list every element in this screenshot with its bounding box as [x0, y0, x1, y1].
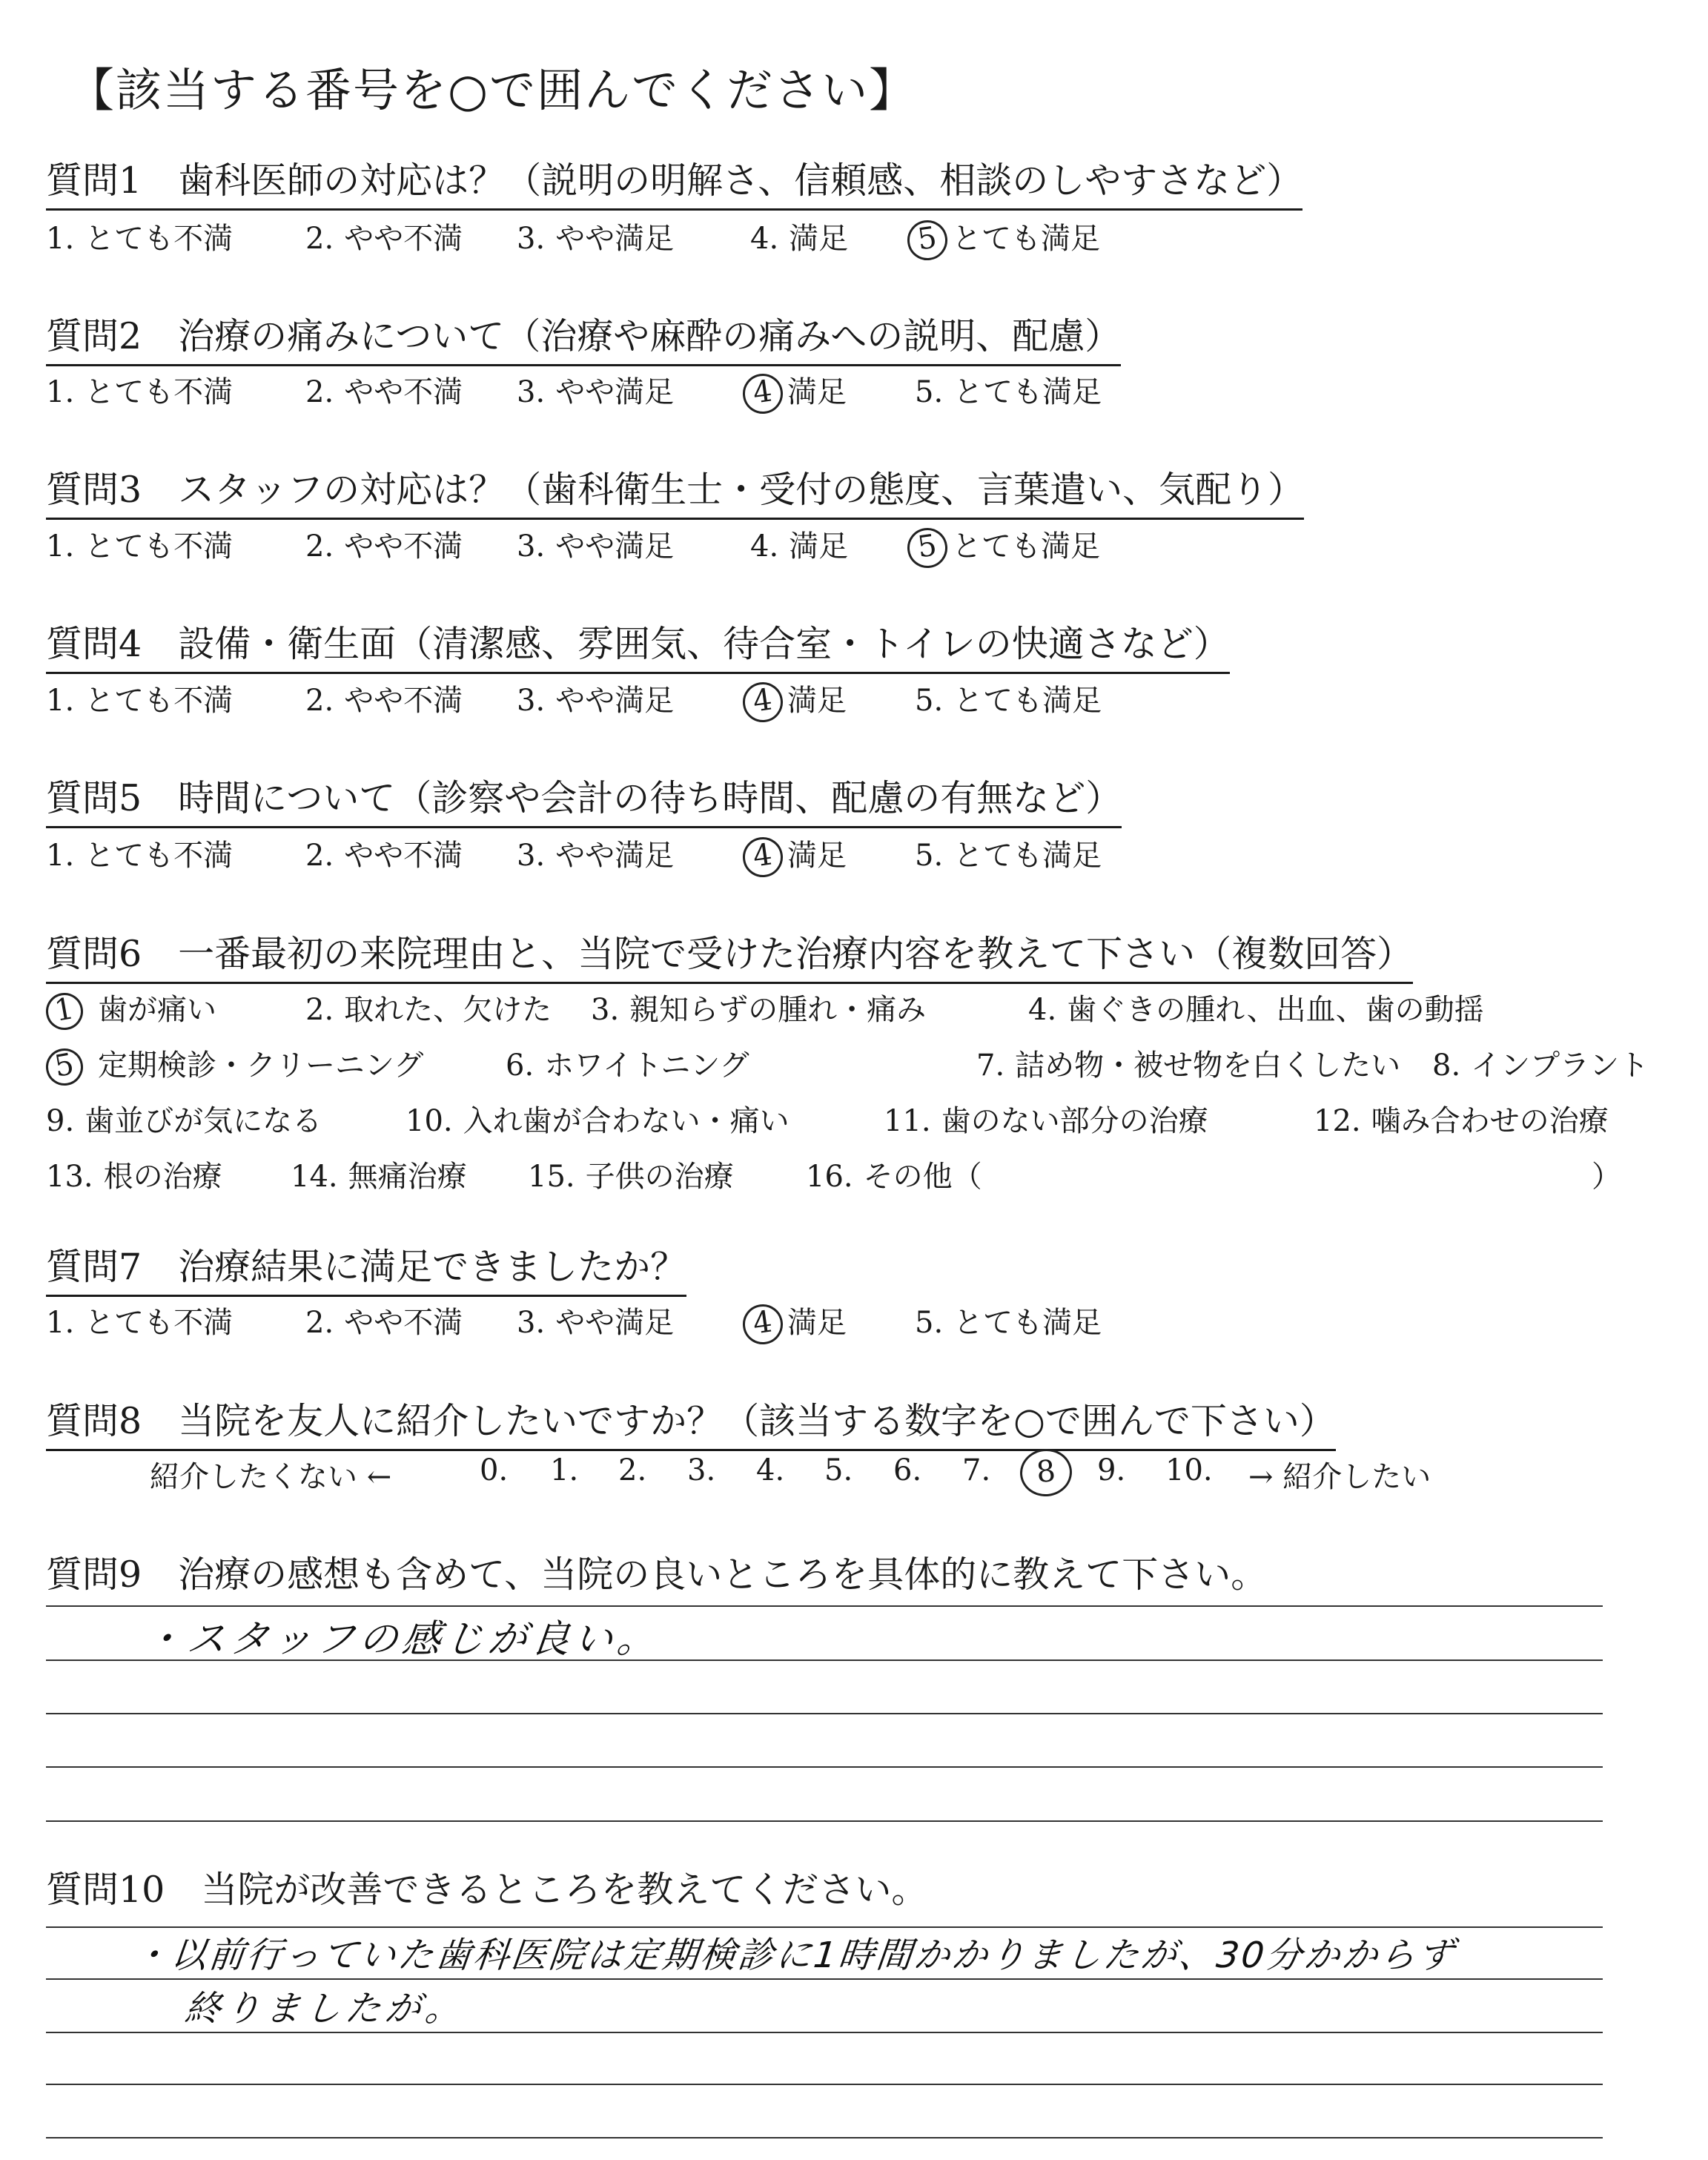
question-1-options	[46, 215, 1232, 257]
answer-line	[46, 2137, 1603, 2138]
rating-option-3[interactable]	[517, 677, 674, 719]
rating-option-4[interactable]	[750, 215, 848, 257]
rating-number: 3.	[517, 1306, 546, 1340]
rating-number: 1.	[46, 529, 75, 564]
q6-option-number: 6.	[506, 1048, 534, 1083]
rating-label: とても不満	[85, 1306, 234, 1340]
rating-label: やや不満	[344, 684, 463, 718]
q6-option-number: 3.	[591, 993, 620, 1027]
q6-option-number: 10.	[406, 1104, 453, 1138]
rating-label: やや満足	[555, 839, 675, 873]
q6-option-16[interactable]	[806, 1153, 982, 1195]
scale-value-6[interactable]: 6.	[893, 1453, 922, 1487]
q6-option-6[interactable]	[506, 1042, 749, 1084]
rating-number: 2.	[305, 375, 334, 409]
rating-option-3[interactable]	[517, 369, 674, 411]
q6-option-label: 定期検診・クリーニング	[98, 1048, 424, 1083]
rating-number: 3.	[517, 222, 546, 256]
rating-number: 1.	[46, 839, 75, 873]
q6-option-number: 11.	[884, 1104, 931, 1138]
q6-option-label: 詰め物・被せ物を白くしたい	[1015, 1048, 1401, 1083]
rating-number: 2.	[305, 684, 334, 718]
rating-option-3[interactable]	[517, 832, 674, 874]
rating-label: やや不満	[344, 839, 463, 873]
scale-value-2[interactable]: 2.	[618, 1453, 647, 1487]
question-4-title: 質問4 設備・衛生面（清潔感、雰囲気、待合室・トイレの快適さなど）	[46, 615, 1230, 674]
q6-option-label: 子供の治療	[585, 1160, 734, 1194]
q6-option-14[interactable]	[291, 1153, 467, 1195]
scale-value-0[interactable]: 0.	[480, 1453, 509, 1487]
rating-number: 3.	[517, 839, 546, 873]
q6-option-12[interactable]	[1314, 1097, 1609, 1140]
rating-option-2[interactable]	[305, 523, 463, 565]
rating-option-3[interactable]	[517, 1299, 674, 1341]
rating-label: とても不満	[85, 375, 234, 409]
rating-label: やや満足	[555, 1306, 675, 1340]
question-2-title: 質問2 治療の痛みについて（治療や麻酔の痛みへの説明、配慮）	[46, 308, 1121, 366]
question-8-title: 質問8 当院を友人に紹介したいですか？（該当する数字を○で囲んで下さい）	[46, 1393, 1336, 1451]
question-6-options	[46, 986, 1677, 1209]
rating-option-2[interactable]	[305, 1299, 463, 1341]
answer-line	[46, 2084, 1603, 2085]
q6-option-label: ホワイトニング	[544, 1048, 749, 1083]
q6-option-number: 2.	[305, 993, 334, 1027]
rating-label: とても不満	[85, 684, 234, 718]
question-7-options	[46, 1299, 1232, 1341]
rating-label: とても満足	[952, 222, 1100, 256]
question-10-handwritten-answer-line-1: ・以前行っていた歯科医院は定期検診に1時間かかりましたが、30分かからず	[130, 1935, 1458, 1976]
rating-option-2[interactable]	[305, 369, 463, 411]
rating-number: 3.	[517, 375, 546, 409]
rating-option-4[interactable]	[750, 523, 848, 565]
rating-number: 5.	[915, 684, 944, 718]
q6-option-number: 5	[43, 1046, 86, 1089]
q6-option-number: 9.	[46, 1104, 75, 1138]
rating-number: 1.	[46, 375, 75, 409]
rating-option-5[interactable]	[915, 832, 1102, 874]
rating-number: 4	[741, 371, 786, 417]
q6-option-label: 噛み合わせの治療	[1371, 1104, 1609, 1138]
rating-label: 満足	[787, 375, 847, 409]
rating-label: とても不満	[85, 839, 234, 873]
scale-right-label: → 紹介したい	[1248, 1460, 1431, 1494]
rating-label: やや不満	[344, 1306, 463, 1340]
scale-value-3[interactable]: 3.	[687, 1453, 716, 1487]
rating-number: 4.	[750, 222, 779, 256]
rating-option-5[interactable]	[915, 1299, 1102, 1341]
rating-option-5-selected[interactable]	[915, 215, 1100, 260]
q6-option-number: 13.	[46, 1160, 93, 1194]
q6-option-11[interactable]	[884, 1097, 1208, 1140]
rating-label: やや不満	[344, 529, 463, 564]
rating-number: 1.	[46, 1306, 75, 1340]
rating-label: とても不満	[85, 529, 234, 564]
rating-label: とても満足	[953, 375, 1102, 409]
rating-number: 1.	[46, 684, 75, 718]
answer-line	[46, 1713, 1603, 1714]
rating-number: 3.	[517, 684, 546, 718]
rating-number: 2.	[305, 1306, 334, 1340]
question-3-title: 質問3 スタッフの対応は？（歯科衛生士・受付の態度、言葉遣い、気配り）	[46, 461, 1304, 520]
rating-option-2[interactable]	[305, 832, 463, 874]
q6-option-number: 15.	[528, 1160, 575, 1194]
rating-number: 5.	[915, 839, 944, 873]
q6-option-number: 1	[43, 990, 86, 1033]
q6-option-2[interactable]	[305, 986, 552, 1028]
rating-option-2[interactable]	[305, 677, 463, 719]
question-7-title: 質問7 治療結果に満足できましたか？	[46, 1238, 686, 1297]
rating-label: やや満足	[555, 529, 675, 564]
q6-option-label: 取れた、欠けた	[344, 993, 552, 1027]
rating-number: 4	[741, 680, 786, 725]
rating-number: 2.	[305, 839, 334, 873]
rating-number: 4	[741, 1302, 786, 1347]
q6-option-label: 歯ぐきの腫れ、出血、歯の動揺	[1067, 993, 1484, 1027]
rating-label: やや不満	[344, 222, 463, 256]
answer-line	[46, 1820, 1603, 1822]
q6-option-label: 歯のない部分の治療	[941, 1104, 1208, 1138]
rating-label: 満足	[787, 839, 847, 873]
scale-value-10[interactable]: 10.	[1165, 1453, 1213, 1487]
question-10-handwritten-answer-line-2: 終りましたが。	[182, 1988, 468, 2029]
rating-option-1[interactable]	[46, 523, 233, 565]
rating-option-1[interactable]	[46, 369, 233, 411]
scale-left-label: 紹介したくない ←	[150, 1460, 392, 1494]
q6-option-3[interactable]	[591, 986, 926, 1028]
q6-option-number: 8.	[1432, 1048, 1461, 1083]
q6-option-label: 入れ歯が合わない・痛い	[463, 1104, 790, 1138]
rating-number: 4.	[750, 529, 779, 564]
rating-number: 4	[741, 835, 786, 880]
rating-label: 満足	[789, 222, 849, 256]
rating-label: 満足	[787, 684, 847, 718]
rating-option-2[interactable]	[305, 215, 463, 257]
question-10-title: 質問10 当院が改善できるところを教えてください。	[46, 1869, 928, 1911]
rating-option-1[interactable]	[46, 215, 233, 257]
q6-option-7[interactable]	[976, 1042, 1400, 1084]
rating-option-1[interactable]	[46, 832, 233, 874]
rating-number: 1.	[46, 222, 75, 256]
question-5-options	[46, 832, 1232, 873]
rating-label: やや満足	[555, 684, 675, 718]
rating-label: とても満足	[953, 684, 1102, 718]
rating-label: 満足	[787, 1306, 847, 1340]
q6-option-label: 根の治療	[103, 1160, 222, 1194]
question-6-title: 質問6 一番最初の来院理由と、当院で受けた治療内容を教えて下さい（複数回答）	[46, 925, 1413, 984]
question-1-title: 質問1 歯科医師の対応は？（説明の明解さ、信頼感、相談のしやすさなど）	[46, 152, 1302, 211]
rating-option-3[interactable]	[517, 523, 674, 565]
question-2-options	[46, 369, 1232, 410]
q6-option-15[interactable]	[528, 1153, 734, 1195]
q6-option-label: 親知らずの腫れ・痛み	[629, 993, 927, 1027]
scale-value-7[interactable]: 7.	[962, 1453, 991, 1487]
rating-option-1[interactable]	[46, 677, 233, 719]
rating-option-5[interactable]	[915, 677, 1102, 719]
scale-value-8-selected[interactable]: 8	[1018, 1447, 1074, 1499]
scale-value-9[interactable]: 9.	[1097, 1453, 1126, 1487]
scale-value-4[interactable]: 4.	[756, 1453, 785, 1487]
q6-option-13[interactable]	[46, 1153, 222, 1195]
rating-option-4-selected[interactable]	[750, 1299, 847, 1344]
rating-number: 2.	[305, 529, 334, 564]
rating-label: とても不満	[85, 222, 234, 256]
rating-label: 満足	[789, 529, 849, 564]
rating-option-3[interactable]	[517, 215, 674, 257]
q6-option-label: その他（	[863, 1160, 982, 1194]
rating-number: 5	[905, 218, 950, 263]
q6-option-9[interactable]	[46, 1097, 322, 1140]
answer-line	[46, 1605, 1603, 1607]
rating-label: とても満足	[953, 1306, 1102, 1340]
rating-label: やや満足	[555, 222, 675, 256]
rating-number: 5.	[915, 375, 944, 409]
rating-label: とても満足	[953, 839, 1102, 873]
question-9-title: 質問9 治療の感想も含めて、当院の良いところを具体的に教えて下さい。	[46, 1553, 1268, 1596]
q6-option-5-selected[interactable]	[46, 1042, 423, 1086]
rating-number: 5	[905, 526, 950, 571]
scale-value-1[interactable]: 1.	[550, 1453, 579, 1487]
page-title: 【該当する番号を○で囲んでください】	[68, 63, 917, 117]
rating-number: 5.	[915, 1306, 944, 1340]
question-4-options	[46, 677, 1232, 719]
q6-option-number: 7.	[976, 1048, 1005, 1083]
rating-number: 3.	[517, 529, 546, 564]
question-3-options	[46, 523, 1232, 564]
q6-option-number: 14.	[291, 1160, 338, 1194]
q6-option-label: 歯並びが気になる	[85, 1104, 322, 1138]
rating-option-5-selected[interactable]	[915, 523, 1100, 568]
q6-option-label: 歯が痛い	[98, 993, 216, 1027]
rating-label: やや満足	[555, 375, 675, 409]
rating-label: やや不満	[344, 375, 463, 409]
q6-other-close-paren: ）	[1592, 1160, 1621, 1194]
question-5-title: 質問5 時間について（診察や会計の待ち時間、配慮の有無など）	[46, 770, 1122, 828]
rating-option-4-selected[interactable]	[750, 369, 847, 414]
q6-option-4[interactable]	[1028, 986, 1484, 1028]
answer-line	[46, 2032, 1603, 2033]
q6-option-number: 16.	[806, 1160, 853, 1194]
q6-option-10[interactable]	[406, 1097, 790, 1140]
question-9-handwritten-answer: ・スタッフの感じが良い。	[142, 1617, 663, 1662]
q6-option-1-selected[interactable]	[46, 986, 216, 1030]
scale-value-5[interactable]: 5.	[824, 1453, 853, 1487]
rating-number: 2.	[305, 222, 334, 256]
q6-option-number: 12.	[1314, 1104, 1361, 1138]
q6-option-label: 無痛治療	[348, 1160, 467, 1194]
rating-option-4-selected[interactable]	[750, 677, 847, 722]
answer-line	[46, 1766, 1603, 1768]
q6-option-number: 4.	[1028, 993, 1057, 1027]
q6-option-8[interactable]	[1432, 1042, 1649, 1084]
rating-label: とても満足	[952, 529, 1100, 564]
rating-option-1[interactable]	[46, 1299, 233, 1341]
q6-option-label: インプラント	[1471, 1048, 1649, 1083]
rating-option-4-selected[interactable]	[750, 832, 847, 877]
rating-option-5[interactable]	[915, 369, 1102, 411]
recommend-scale	[46, 1453, 1529, 1498]
